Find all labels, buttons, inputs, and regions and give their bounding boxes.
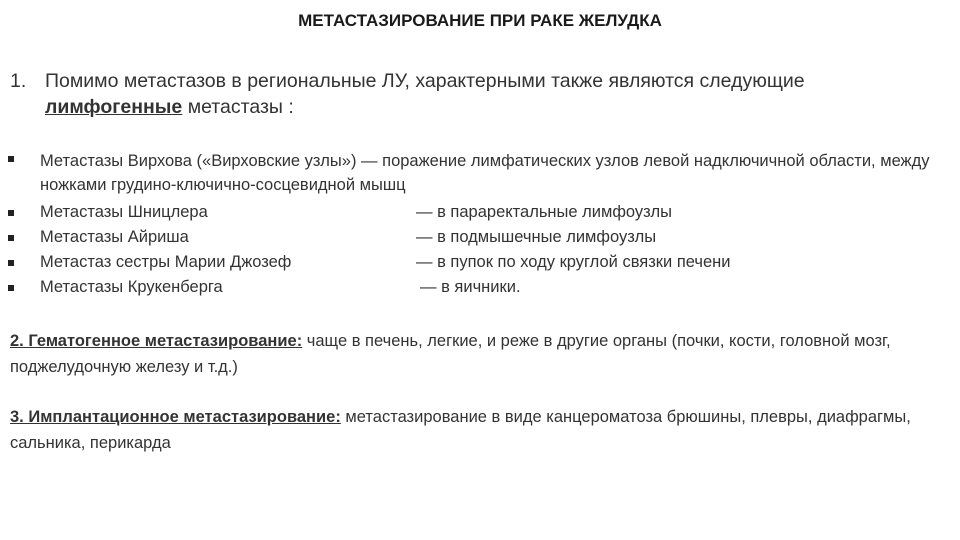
bullet-name: Метастаз сестры Марии Джозеф	[40, 253, 292, 271]
bullet-desc: — в параректальные лимфоузлы	[416, 203, 673, 221]
point-2-heading: 2. Гематогенное метастазирование:	[10, 332, 303, 350]
point-1-text-after: метастазы :	[182, 96, 294, 118]
point-1-emphasis: лимфогенные	[45, 96, 183, 118]
bullet-item-sister-mary-joseph	[8, 253, 948, 279]
point-1-text	[45, 68, 945, 120]
bullet-square-icon	[8, 285, 14, 291]
point-3-heading: 3. Имплантационное метастазирование:	[10, 408, 341, 426]
bullet-square-icon	[8, 260, 14, 266]
bullet-square-icon	[8, 235, 14, 241]
point-2-text: чаще в печень, легкие, и реже в другие органы (почки, кости, головной мозг, поджелудочную железу и т.д.)	[10, 332, 891, 376]
slide-title: МЕТАСТАЗИРОВАНИЕ ПРИ РАКЕ ЖЕЛУДКА	[298, 11, 662, 30]
bullet-desc: — в пупок по ходу круглой связки печени	[416, 253, 731, 271]
bullet-name: Метастазы Вирхова («Вирховские узлы») — поражение лимфатических узлов левой надключичной области, между ножками грудино-ключично-сосцевидной мышц	[40, 152, 930, 194]
point-3-text: метастазирование в виде канцероматоза брюшины, плевры, диафрагмы, сальника, перикарда	[10, 408, 911, 452]
bullet-item-virchow	[8, 149, 948, 199]
bullet-name: Метастазы Крукенберга	[40, 278, 223, 296]
point-1-number: 1.	[10, 70, 27, 92]
bullet-desc: — в подмышечные лимфоузлы	[416, 228, 657, 246]
bullet-square-icon	[8, 156, 14, 162]
bullet-item-krukenberg	[8, 278, 948, 304]
point-3	[10, 404, 950, 456]
point-2	[10, 328, 950, 380]
bullet-square-icon	[8, 210, 14, 216]
point-1-text-before: Помимо метастазов в региональные ЛУ, характерными также являются следующие	[45, 70, 805, 92]
bullet-item-schnitzler	[8, 203, 948, 229]
bullet-item-irish	[8, 228, 948, 254]
bullet-name: Метастазы Шницлера	[40, 203, 208, 221]
bullet-name: Метастазы Айриша	[40, 228, 189, 246]
bullet-desc: — в яичники.	[420, 278, 521, 296]
